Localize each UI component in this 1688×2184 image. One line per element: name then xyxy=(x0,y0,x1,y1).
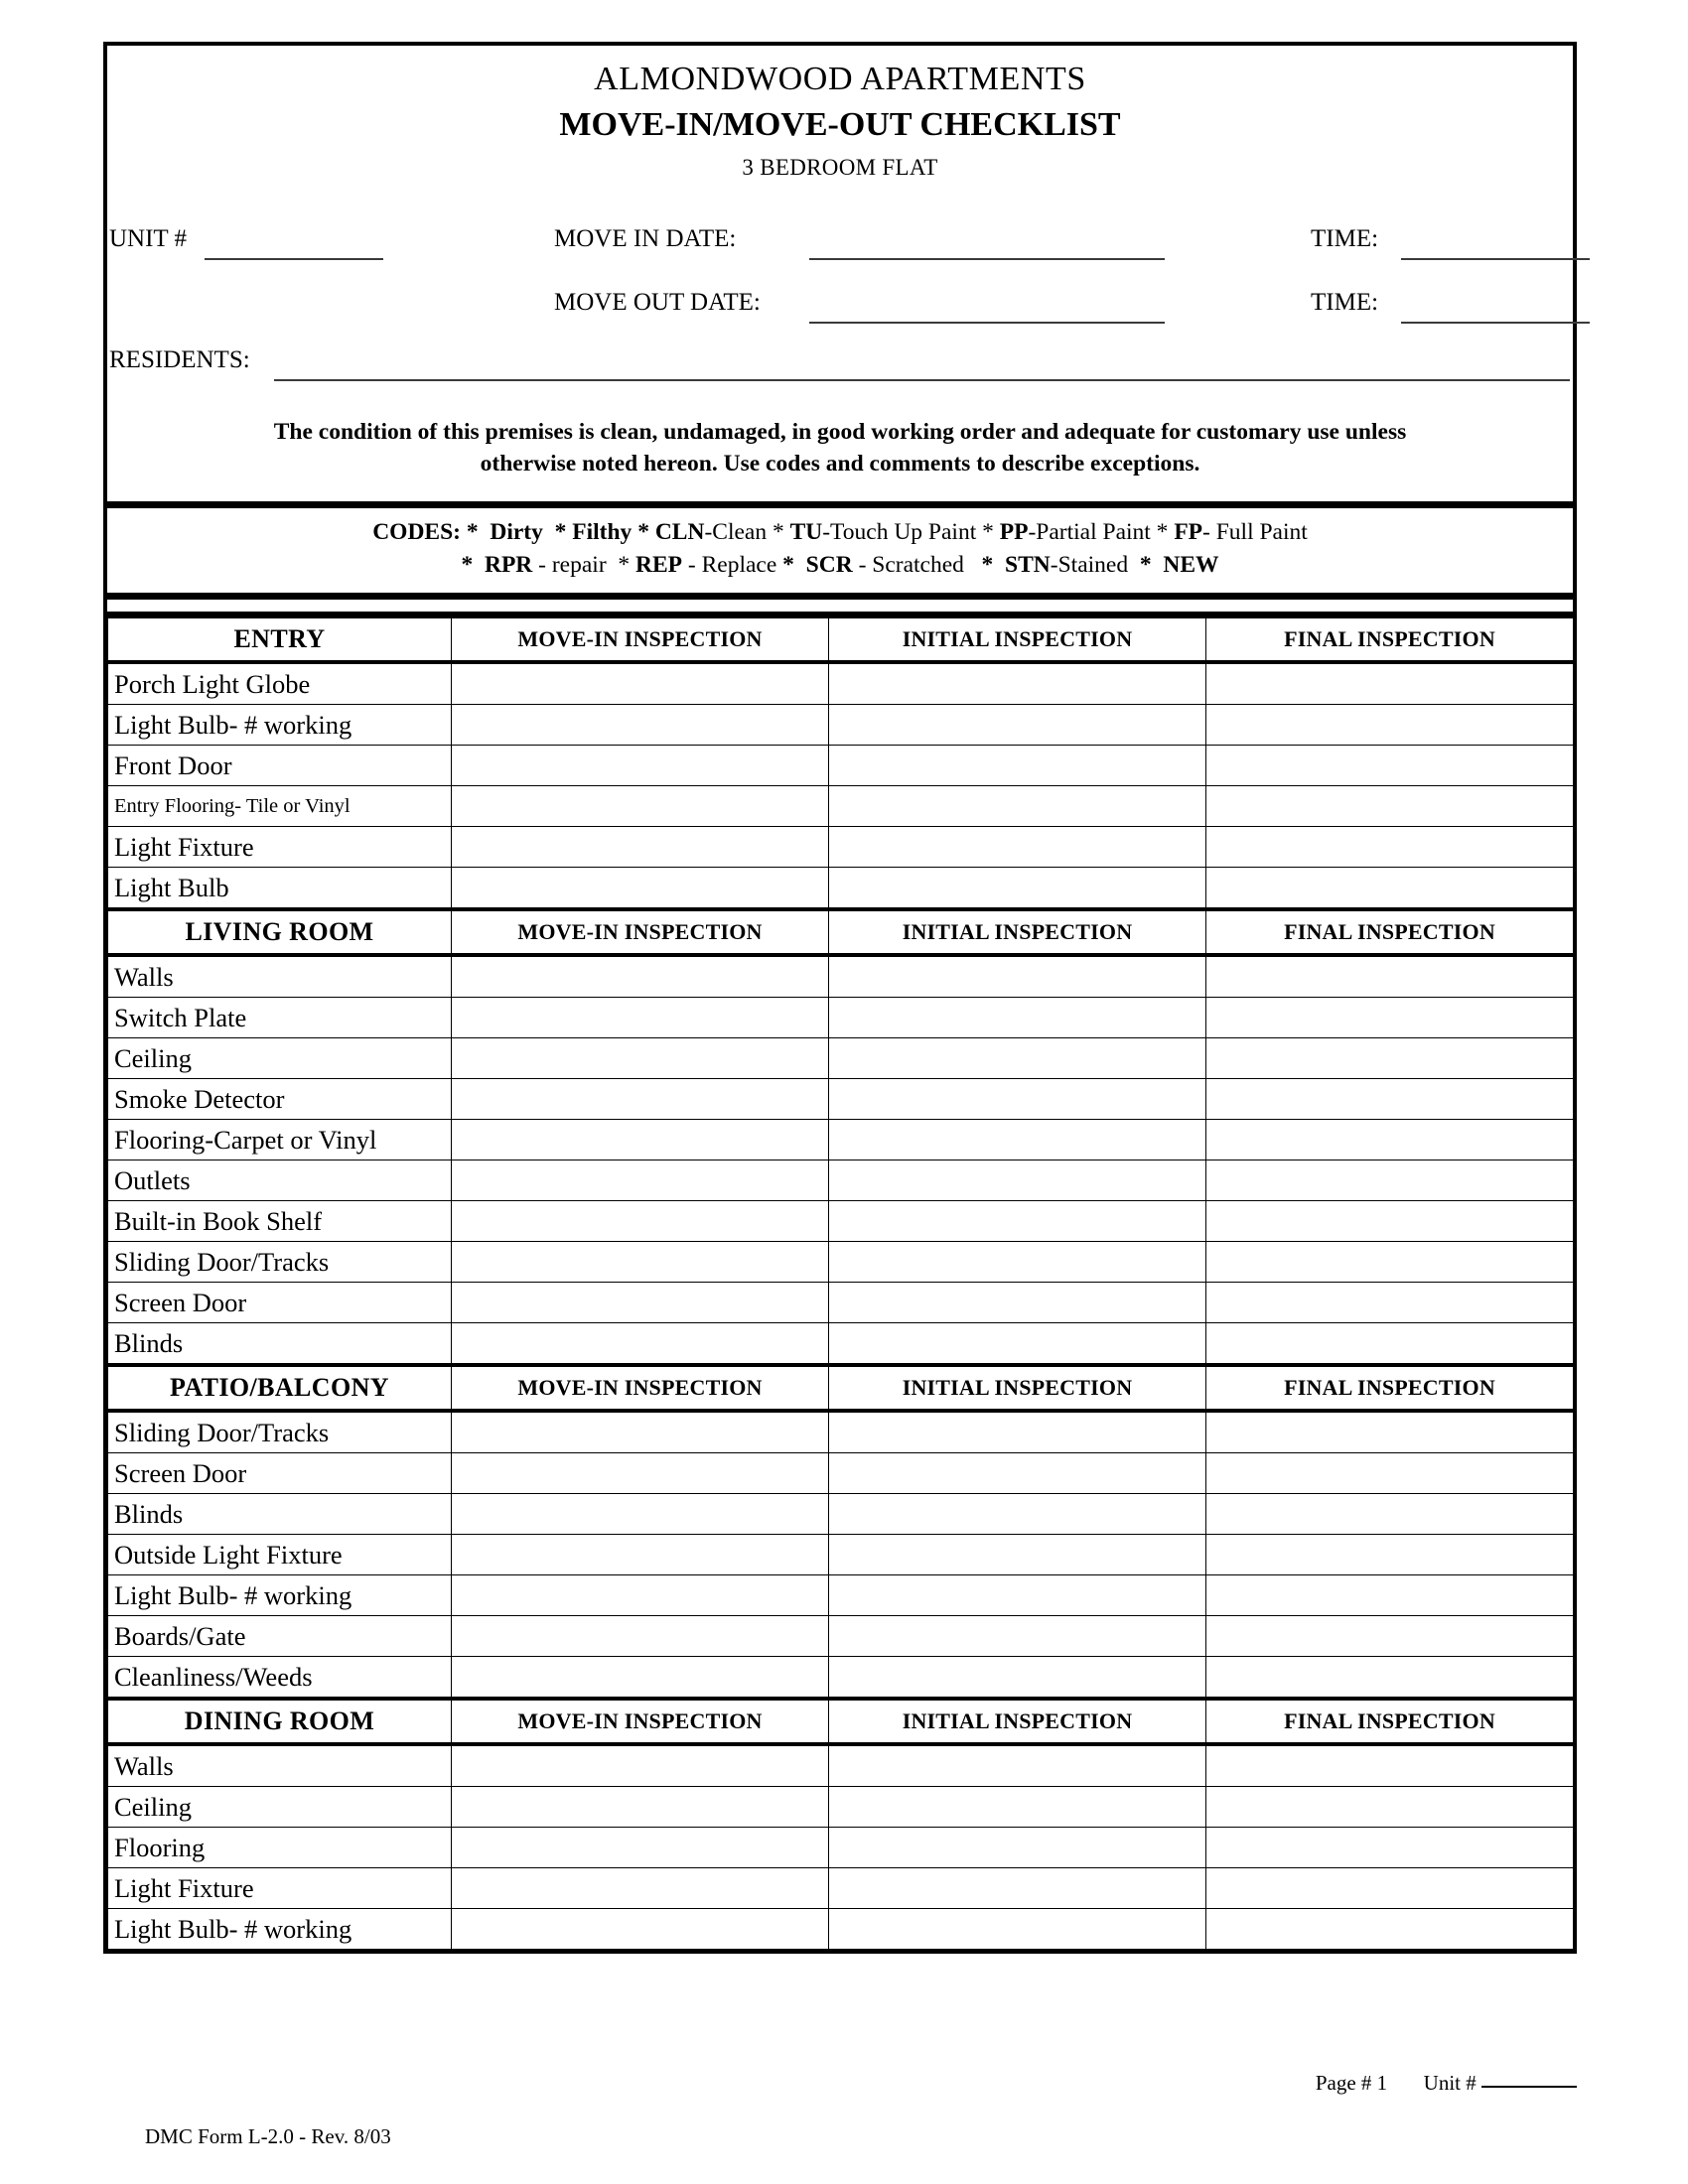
table-row xyxy=(108,786,1574,827)
inspection-entry-cell[interactable] xyxy=(829,1160,1206,1201)
inspection-entry-cell[interactable] xyxy=(1206,1494,1574,1535)
condition-statement xyxy=(169,416,1511,480)
checklist-item-label: Entry Flooring- Tile or Vinyl xyxy=(108,786,452,827)
inspection-entry-cell[interactable] xyxy=(1206,1909,1574,1950)
inspection-entry-cell[interactable] xyxy=(1206,1575,1574,1616)
inspection-entry-cell[interactable] xyxy=(829,1575,1206,1616)
checklist-item-label: Blinds xyxy=(108,1494,452,1535)
move-in-row xyxy=(107,211,1573,269)
section-header-row xyxy=(108,1699,1574,1744)
table-row xyxy=(108,1657,1574,1700)
codes-fp-meaning: - Full Paint xyxy=(1202,519,1308,545)
checklist-item-label: Sliding Door/Tracks xyxy=(108,1242,452,1283)
checklist-item-label: Cleanliness/Weeds xyxy=(108,1657,452,1700)
unit-number-input[interactable] xyxy=(205,257,383,260)
inspection-column-header: INITIAL INSPECTION xyxy=(829,909,1206,955)
inspection-entry-cell[interactable] xyxy=(829,1201,1206,1242)
codes-fp: FP xyxy=(1174,519,1203,545)
inspection-entry-cell[interactable] xyxy=(829,998,1206,1038)
inspection-entry-cell[interactable] xyxy=(452,1787,829,1828)
codes-rep: REP xyxy=(635,552,683,579)
inspection-column-header: FINAL INSPECTION xyxy=(1206,909,1574,955)
inspection-entry-cell[interactable] xyxy=(1206,1160,1574,1201)
table-row xyxy=(108,1453,1574,1494)
codes-new: * NEW xyxy=(1139,552,1219,579)
inspection-entry-cell[interactable] xyxy=(1206,746,1574,786)
codes-scr-meaning: - Scratched xyxy=(852,552,982,579)
inspection-entry-cell[interactable] xyxy=(829,1242,1206,1283)
page-title: ALMONDWOOD APARTMENTS xyxy=(594,61,1086,97)
residents-input[interactable] xyxy=(274,378,1570,381)
inspection-column-header: INITIAL INSPECTION xyxy=(829,1365,1206,1411)
inspection-entry-cell[interactable] xyxy=(452,662,829,705)
inspection-column-header: MOVE-IN INSPECTION xyxy=(452,1365,829,1411)
checklist-item-label: Built-in Book Shelf xyxy=(108,1201,452,1242)
checklist-item-label: Ceiling xyxy=(108,1038,452,1079)
codes-legend-line-2 xyxy=(107,549,1573,582)
checklist-item-label: Walls xyxy=(108,955,452,998)
inspection-entry-cell[interactable] xyxy=(829,746,1206,786)
inspection-entry-cell[interactable] xyxy=(1206,1242,1574,1283)
residents-row xyxy=(107,339,1573,390)
inspection-entry-cell[interactable] xyxy=(1206,786,1574,827)
residents-label: RESIDENTS: xyxy=(109,345,250,373)
inspection-entry-cell[interactable] xyxy=(452,1535,829,1575)
section-header-row xyxy=(108,1365,1574,1411)
move-out-time-input[interactable] xyxy=(1401,321,1590,324)
move-out-date-label: MOVE OUT DATE: xyxy=(554,288,761,316)
inspection-entry-cell[interactable] xyxy=(1206,1079,1574,1120)
checklist-item-label: Switch Plate xyxy=(108,998,452,1038)
table-row xyxy=(108,1242,1574,1283)
footer-page-info xyxy=(1316,2071,1577,2096)
inspection-entry-cell[interactable] xyxy=(1206,1828,1574,1868)
inspection-entry-cell[interactable] xyxy=(829,662,1206,705)
condition-statement-line2: otherwise noted hereon. Use codes and comments to describe exceptions. xyxy=(480,450,1200,477)
inspection-entry-cell[interactable] xyxy=(452,1657,829,1700)
codes-sep-1: * CLN xyxy=(632,519,705,545)
inspection-entry-cell[interactable] xyxy=(452,705,829,746)
move-in-time-input[interactable] xyxy=(1401,257,1590,260)
table-row xyxy=(108,1494,1574,1535)
checklist-item-label: Outside Light Fixture xyxy=(108,1535,452,1575)
inspection-entry-cell[interactable] xyxy=(1206,1453,1574,1494)
inspection-entry-cell[interactable] xyxy=(1206,662,1574,705)
inspection-entry-cell[interactable] xyxy=(1206,1038,1574,1079)
checklist-item-label: Porch Light Globe xyxy=(108,662,452,705)
inspection-entry-cell[interactable] xyxy=(829,1494,1206,1535)
inspection-entry-cell[interactable] xyxy=(452,1201,829,1242)
checklist-item-label: Ceiling xyxy=(108,1787,452,1828)
checklist-item-label: Sliding Door/Tracks xyxy=(108,1411,452,1453)
codes-stn: * STN xyxy=(981,552,1051,579)
checklist-item-label: Smoke Detector xyxy=(108,1079,452,1120)
inspection-entry-cell[interactable] xyxy=(452,998,829,1038)
inspection-entry-cell[interactable] xyxy=(1206,1120,1574,1160)
table-row xyxy=(108,1909,1574,1950)
footer-page-number: Page # 1 xyxy=(1315,2071,1388,2095)
section-room-name: PATIO/BALCONY xyxy=(108,1365,452,1411)
inspection-entry-cell[interactable] xyxy=(1206,1657,1574,1700)
inspection-entry-cell[interactable] xyxy=(452,1160,829,1201)
inspection-entry-cell[interactable] xyxy=(1206,705,1574,746)
inspection-entry-cell[interactable] xyxy=(829,1323,1206,1366)
inspection-column-header: MOVE-IN INSPECTION xyxy=(452,909,829,955)
inspection-entry-cell[interactable] xyxy=(452,955,829,998)
table-row xyxy=(108,705,1574,746)
codes-cln-meaning: -Clean * xyxy=(704,519,790,545)
inspection-entry-cell[interactable] xyxy=(452,1828,829,1868)
codes-legend-frame xyxy=(103,505,1577,597)
table-row xyxy=(108,1120,1574,1160)
codes-tu: TU xyxy=(789,519,823,545)
move-out-date-input[interactable] xyxy=(809,321,1165,324)
inspection-entry-cell[interactable] xyxy=(452,1283,829,1323)
codes-legend-title: CODES: * Dirty * Filthy xyxy=(372,519,633,545)
section-room-name: ENTRY xyxy=(108,616,452,662)
inspection-entry-cell[interactable] xyxy=(452,1038,829,1079)
inspection-entry-cell[interactable] xyxy=(829,705,1206,746)
checklist-item-label: Flooring-Carpet or Vinyl xyxy=(108,1120,452,1160)
inspection-entry-cell[interactable] xyxy=(452,1411,829,1453)
header-content xyxy=(107,46,1573,501)
table-row xyxy=(108,998,1574,1038)
inspection-entry-cell[interactable] xyxy=(452,1494,829,1535)
codes-pp-meaning: -Partial Paint * xyxy=(1028,519,1175,545)
inspection-entry-cell[interactable] xyxy=(452,1909,829,1950)
section-room-name: LIVING ROOM xyxy=(108,909,452,955)
inspection-entry-cell[interactable] xyxy=(452,1744,829,1787)
inspection-entry-cell[interactable] xyxy=(452,786,829,827)
inspection-entry-cell[interactable] xyxy=(829,1657,1206,1700)
table-row xyxy=(108,1868,1574,1909)
inspection-table xyxy=(107,614,1574,1950)
inspection-entry-cell[interactable] xyxy=(1206,1201,1574,1242)
table-row xyxy=(108,1283,1574,1323)
table-row xyxy=(108,1744,1574,1787)
inspection-column-header: FINAL INSPECTION xyxy=(1206,616,1574,662)
checklist-item-label: Light Bulb- # working xyxy=(108,1909,452,1950)
move-in-date-input[interactable] xyxy=(809,257,1165,260)
codes-scr: * SCR xyxy=(782,552,853,579)
table-row xyxy=(108,1160,1574,1201)
footer-unit-input[interactable] xyxy=(1481,2085,1577,2088)
inspection-entry-cell[interactable] xyxy=(829,1453,1206,1494)
section-room-name: DINING ROOM xyxy=(108,1699,452,1744)
inspection-entry-cell[interactable] xyxy=(452,1323,829,1366)
checklist-item-label: Flooring xyxy=(108,1828,452,1868)
inspection-entry-cell[interactable] xyxy=(829,1411,1206,1453)
section-header-row xyxy=(108,909,1574,955)
table-row xyxy=(108,1787,1574,1828)
inspection-entry-cell[interactable] xyxy=(1206,998,1574,1038)
inspection-entry-cell[interactable] xyxy=(452,827,829,868)
inspection-entry-cell[interactable] xyxy=(829,955,1206,998)
inspection-entry-cell[interactable] xyxy=(1206,1535,1574,1575)
table-top-spacer xyxy=(103,597,1577,614)
inspection-entry-cell[interactable] xyxy=(452,1242,829,1283)
inspection-table-wrapper xyxy=(103,614,1577,1954)
checklist-item-label: Boards/Gate xyxy=(108,1616,452,1657)
checklist-item-label: Screen Door xyxy=(108,1283,452,1323)
table-row xyxy=(108,1535,1574,1575)
move-in-date-label: MOVE IN DATE: xyxy=(554,224,737,252)
inspection-entry-cell[interactable] xyxy=(452,1616,829,1657)
move-out-time-label: TIME: xyxy=(1311,288,1379,316)
inspection-entry-cell[interactable] xyxy=(1206,1787,1574,1828)
inspection-entry-cell[interactable] xyxy=(829,827,1206,868)
checklist-item-label: Front Door xyxy=(108,746,452,786)
inspection-column-header: MOVE-IN INSPECTION xyxy=(452,1699,829,1744)
inspection-entry-cell[interactable] xyxy=(1206,868,1574,910)
inspection-entry-cell[interactable] xyxy=(452,1120,829,1160)
table-row xyxy=(108,1616,1574,1657)
table-row xyxy=(108,1079,1574,1120)
move-in-time-label: TIME: xyxy=(1311,224,1379,252)
table-row xyxy=(108,1201,1574,1242)
inspection-entry-cell[interactable] xyxy=(1206,1868,1574,1909)
inspection-entry-cell[interactable] xyxy=(452,1868,829,1909)
inspection-entry-cell[interactable] xyxy=(1206,1323,1574,1366)
inspection-entry-cell[interactable] xyxy=(1206,1616,1574,1657)
inspection-entry-cell[interactable] xyxy=(829,1283,1206,1323)
checklist-item-label: Light Bulb- # working xyxy=(108,1575,452,1616)
inspection-entry-cell[interactable] xyxy=(829,1787,1206,1828)
section-header-row xyxy=(108,616,1574,662)
checklist-item-label: Light Fixture xyxy=(108,827,452,868)
inspection-entry-cell[interactable] xyxy=(829,1120,1206,1160)
inspection-entry-cell[interactable] xyxy=(452,1575,829,1616)
codes-rpr: * RPR xyxy=(461,552,533,579)
inspection-entry-cell[interactable] xyxy=(829,1744,1206,1787)
inspection-entry-cell[interactable] xyxy=(829,1535,1206,1575)
inspection-entry-cell[interactable] xyxy=(452,1453,829,1494)
table-row xyxy=(108,1575,1574,1616)
footer-unit-label: Unit # xyxy=(1423,2071,1477,2095)
inspection-table-body xyxy=(108,616,1574,1950)
codes-rep-meaning: - Replace xyxy=(682,552,783,579)
inspection-entry-cell[interactable] xyxy=(1206,1283,1574,1323)
page-unit-type: 3 BEDROOM FLAT xyxy=(742,154,938,180)
table-row xyxy=(108,1411,1574,1453)
inspection-entry-cell[interactable] xyxy=(1206,827,1574,868)
checklist-item-label: Light Bulb xyxy=(108,868,452,910)
footer-form-id: DMC Form L-2.0 - Rev. 8/03 xyxy=(145,2124,391,2148)
inspection-entry-cell[interactable] xyxy=(1206,1411,1574,1453)
condition-statement-line1: The condition of this premises is clean, undamaged, in good working order and adequate for customary use unless xyxy=(273,418,1407,445)
table-row xyxy=(108,662,1574,705)
table-row xyxy=(108,1323,1574,1366)
inspection-entry-cell[interactable] xyxy=(452,868,829,910)
inspection-entry-cell[interactable] xyxy=(829,1079,1206,1120)
inspection-entry-cell[interactable] xyxy=(829,1909,1206,1950)
page-subtitle: MOVE-IN/MOVE-OUT CHECKLIST xyxy=(559,106,1121,144)
checklist-item-label: Blinds xyxy=(108,1323,452,1366)
table-row xyxy=(108,868,1574,910)
codes-stn-meaning: -Stained xyxy=(1050,552,1140,579)
checklist-item-label: Walls xyxy=(108,1744,452,1787)
table-row xyxy=(108,1828,1574,1868)
inspection-column-header: FINAL INSPECTION xyxy=(1206,1365,1574,1411)
inspection-column-header: INITIAL INSPECTION xyxy=(829,1699,1206,1744)
checklist-item-label: Light Bulb- # working xyxy=(108,705,452,746)
table-row xyxy=(108,955,1574,998)
checklist-item-label: Outlets xyxy=(108,1160,452,1201)
table-row xyxy=(108,746,1574,786)
checklist-item-label: Light Fixture xyxy=(108,1868,452,1909)
table-row xyxy=(108,827,1574,868)
inspection-entry-cell[interactable] xyxy=(829,1038,1206,1079)
table-row xyxy=(108,1038,1574,1079)
inspection-entry-cell[interactable] xyxy=(829,786,1206,827)
codes-tu-meaning: -Touch Up Paint * xyxy=(822,519,1000,545)
move-out-row xyxy=(107,275,1573,333)
inspection-column-header: INITIAL INSPECTION xyxy=(829,616,1206,662)
inspection-entry-cell[interactable] xyxy=(1206,1744,1574,1787)
inspection-column-header: FINAL INSPECTION xyxy=(1206,1699,1574,1744)
codes-legend-line-1 xyxy=(107,516,1573,549)
inspection-entry-cell[interactable] xyxy=(1206,955,1574,998)
checklist-item-label: Screen Door xyxy=(108,1453,452,1494)
inspection-entry-cell[interactable] xyxy=(829,868,1206,910)
inspection-entry-cell[interactable] xyxy=(452,1079,829,1120)
header-frame xyxy=(103,42,1577,505)
codes-rpr-meaning: - repair * xyxy=(532,552,636,579)
codes-pp: PP xyxy=(999,519,1029,545)
inspection-entry-cell[interactable] xyxy=(829,1828,1206,1868)
inspection-entry-cell[interactable] xyxy=(829,1616,1206,1657)
inspection-entry-cell[interactable] xyxy=(829,1868,1206,1909)
inspection-entry-cell[interactable] xyxy=(452,746,829,786)
inspection-column-header: MOVE-IN INSPECTION xyxy=(452,616,829,662)
unit-number-label: UNIT # xyxy=(109,224,188,252)
